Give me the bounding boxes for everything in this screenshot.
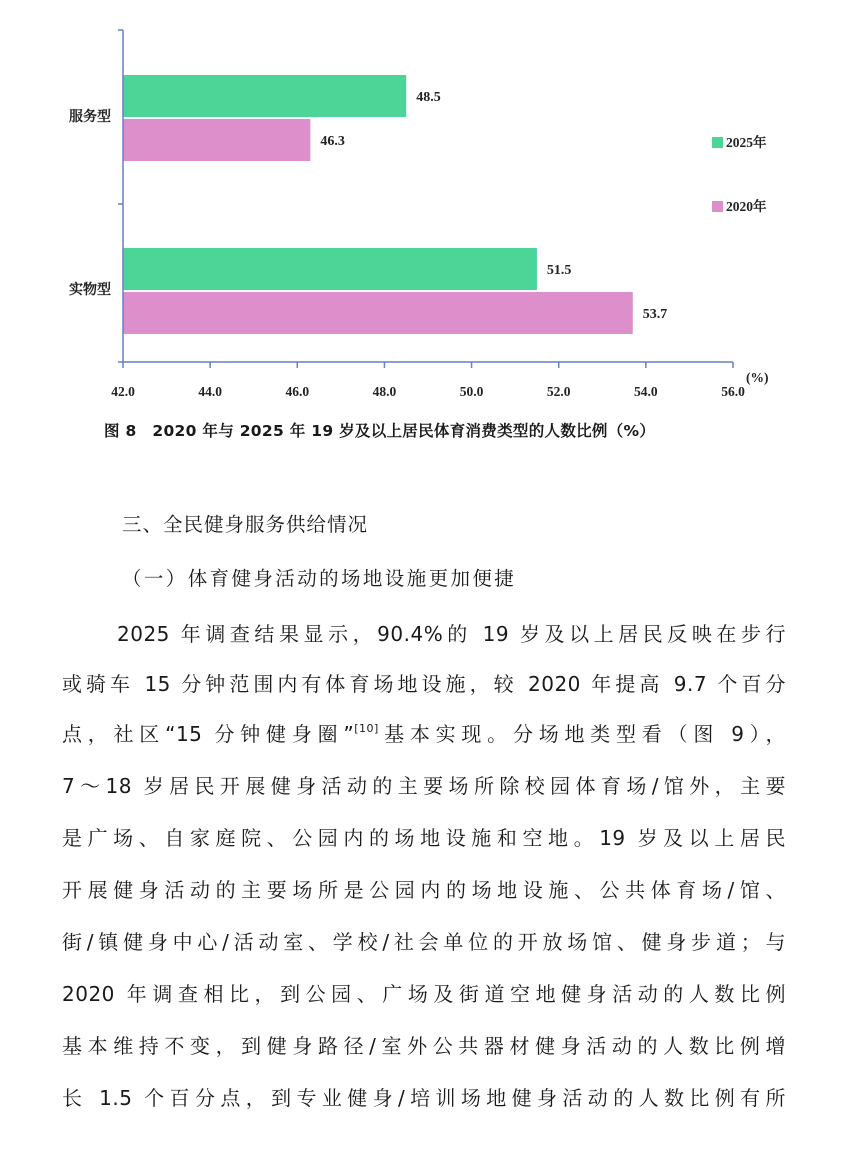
paragraph-line-3-a: 点，社区“15 分钟健身圈”: [62, 722, 355, 746]
bar-chart: [0, 0, 850, 420]
section-heading: 三、全民健身服务供给情况: [122, 513, 369, 536]
paragraph-line-3-b: 基本实现。分场地类型看（图 9），: [378, 722, 786, 746]
chart-legend: [712, 134, 767, 214]
paragraph-line-3: [62, 718, 786, 748]
paragraph-line-1: 2025 年调查结果显示，90.4%的 19 岁及以上居民反映在步行: [117, 622, 786, 646]
x-tick-label: 56.0: [721, 384, 745, 399]
data-label: 53.7: [642, 307, 668, 322]
paragraph-line-8: 2020 年调查相比，到公园、广场及街道空地健身活动的人数比例: [62, 982, 786, 1006]
paragraph-line-4: 7～18 岁居民开展健身活动的主要场所除校园体育场/馆外，主要: [62, 774, 786, 798]
paragraph-line-7: 街/镇健身中心/活动室、学校/社会单位的开放场馆、健身步道；与: [62, 930, 786, 954]
footnote-reference[interactable]: [10]: [354, 722, 379, 735]
category-label: 实物型: [69, 283, 111, 298]
x-tick-label: 46.0: [285, 384, 310, 399]
legend-swatch: [712, 137, 723, 148]
paragraph-line-9: 基本维持不变，到健身路径/室外公共器材健身活动的人数比例增: [62, 1034, 786, 1058]
legend-label: 2025年: [726, 135, 767, 150]
bar-series-b-0: [123, 119, 310, 161]
paragraph-line-5: 是广场、自家庭院、公园内的场地设施和空地。19 岁及以上居民: [62, 826, 786, 850]
chart-bars: [123, 75, 633, 334]
data-label: 51.5: [546, 263, 572, 278]
x-tick-label: 52.0: [546, 384, 571, 399]
data-label: 48.5: [416, 90, 441, 105]
data-label: 46.3: [320, 134, 345, 149]
x-tick-label: 42.0: [111, 384, 135, 399]
legend-label: 2020年: [726, 199, 767, 214]
x-tick-label: 44.0: [198, 384, 222, 399]
bar-series-a-1: [123, 248, 537, 290]
paragraph-line-2: 或骑车 15 分钟范围内有体育场地设施，较 2020 年提高 9.7 个百分: [62, 672, 786, 696]
category-label: 服务型: [69, 110, 111, 125]
bar-series-a-0: [123, 75, 406, 117]
figure-caption: 图 8 2020 年与 2025 年 19 岁及以上居民体育消费类型的人数比例（%）: [104, 422, 656, 440]
x-tick-label: 50.0: [459, 384, 484, 399]
x-tick-label: 54.0: [634, 384, 658, 399]
section-subheading: （一）体育健身活动的场地设施更加便捷: [122, 567, 517, 590]
legend-swatch: [712, 201, 723, 212]
bar-series-b-1: [123, 292, 633, 334]
paragraph-line-10: 长 1.5 个百分点，到专业健身/培训场地健身活动的人数比例有所: [62, 1086, 786, 1110]
x-axis-unit: (%): [746, 370, 769, 385]
paragraph-line-6: 开展健身活动的主要场所是公园内的场地设施、公共体育场/馆、: [62, 878, 786, 902]
x-tick-label: 48.0: [372, 384, 397, 399]
